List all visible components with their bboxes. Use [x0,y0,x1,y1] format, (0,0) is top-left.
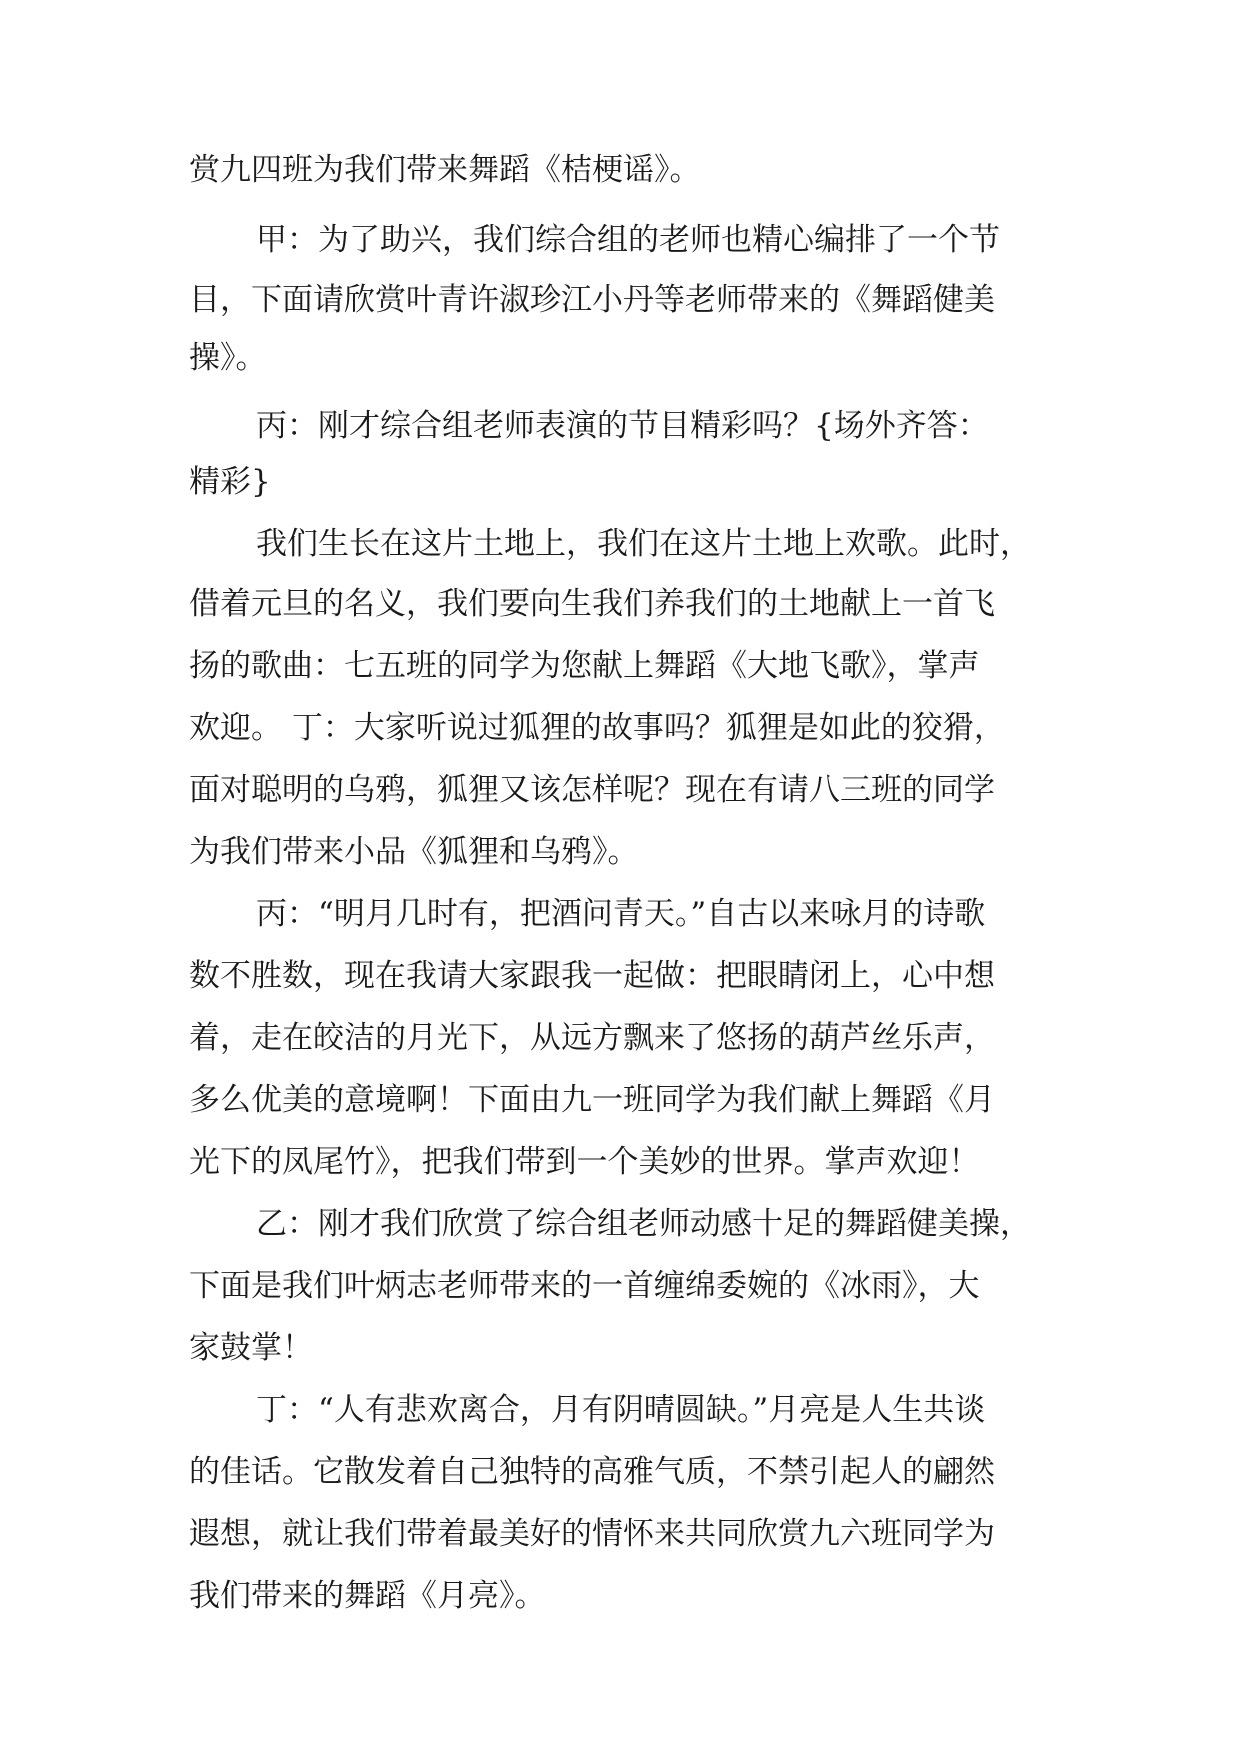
text-line: 为我们带来小品《狐狸和乌鸦》。 [189,834,639,870]
text-line: 光下的凤尾竹》，把我们带到一个美妙的世界。掌声欢迎！ [189,1144,980,1180]
text-line: 借着元旦的名义，我们要向生我们养我们的土地献上一首飞 [189,586,995,622]
text-line: 操》。 [189,340,267,376]
text-line: 数不胜数，现在我请大家跟我一起做：把眼睛闭上，心中想 [189,958,995,994]
text-line: 多么优美的意境啊！下面由九一班同学为我们献上舞蹈《月 [189,1082,995,1118]
text-line: 欢迎。 丁：大家听说过狐狸的故事吗？狐狸是如此的狡猾， [189,710,1005,746]
text-line: 面对聪明的乌鸦，狐狸又该怎样呢？现在有请八三班的同学 [189,772,995,808]
text-line: 丁：“人有悲欢离合，月有阴晴圆缺。”月亮是人生共谈 [256,1392,986,1428]
text-line: 家鼓掌！ [189,1330,313,1366]
text-line: 扬的歌曲：七五班的同学为您献上舞蹈《大地飞歌》，掌声 [189,648,980,684]
text-line: 下面是我们叶炳志老师带来的一首缠绵委婉的《冰雨》，大 [189,1268,980,1304]
text-line: 我们带来的舞蹈《月亮》。 [189,1578,546,1614]
text-line: 目，下面请欣赏叶青许淑珍江小丹等老师带来的《舞蹈健美 [189,282,995,318]
text-line: 乙：刚才我们欣赏了综合组老师动感十足的舞蹈健美操， [256,1206,1031,1242]
text-line: 的佳话。它散发着自己独特的高雅气质，不禁引起人的翩然 [189,1454,995,1490]
text-line: 遐想，就让我们带着最美好的情怀来共同欣赏九六班同学为 [189,1516,995,1552]
text-line: 丙：“明月几时有，把酒问青天。”自古以来咏月的诗歌 [256,896,986,932]
text-line: 丙：刚才综合组老师表演的节目精彩吗？{场外齐答： [256,408,989,444]
text-line: 着，走在皎洁的月光下，从远方飘来了悠扬的葫芦丝乐声， [189,1020,995,1056]
text-line: 精彩} [189,464,271,500]
text-line: 我们生长在这片土地上，我们在这片土地上欢歌。此时， [256,526,1031,562]
text-line: 甲：为了助兴，我们综合组的老师也精心编排了一个节 [256,222,1000,258]
text-line: 赏九四班为我们带来舞蹈《桔梗谣》。 [189,152,701,188]
